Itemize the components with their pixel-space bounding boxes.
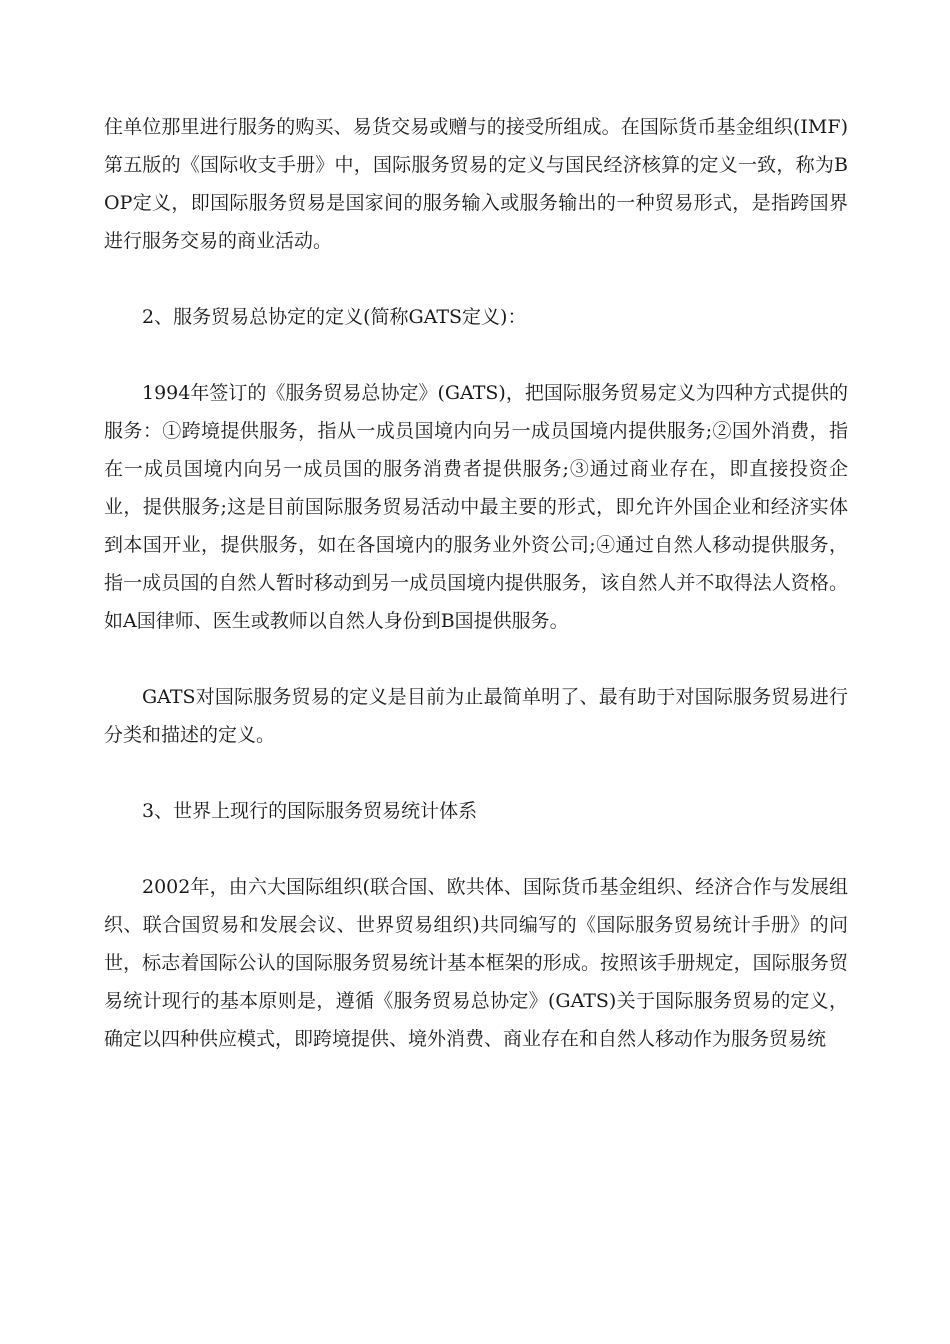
heading-statistics-system: 3、世界上现行的国际服务贸易统计体系 (142, 800, 478, 822)
document-body (104, 108, 848, 1058)
paragraph-gats-summary: GATS对国际服务贸易的定义是目前为止最简单明了、最有助于对国际服务贸易进行分类和描述的定义。 (104, 686, 848, 746)
paragraph-gats-four-modes: 1994年签订的《服务贸易总协定》(GATS)，把国际服务贸易定义为四种方式提供的服务：①跨境提供服务，指从一成员国境内向另一成员国境内提供服务;②国外消费，指在一成员国境内向另一成员国的服务消费者提供服务;③通过商业存在，即直接投资企业，提供服务;这是目前国际服务贸易活动中最主要的形式，即允许外国企业和经济实体到本国开业，提供服务，如在各国境内的服务业外资公司;④通过自然人移动提供服务，指一成员国的自然人暂时移动到另一成员国境内提供服务，该自然人并不取得法人资格。如A国律师、医生或教师以自然人身份到B国提供服务。 (104, 382, 848, 632)
paragraph-statistics-manual: 2002年，由六大国际组织(联合国、欧共体、国际货币基金组织、经济合作与发展组织、联合国贸易和发展会议、世界贸易组织)共同编写的《国际服务贸易统计手册》的问世，标志着国际公认的国际服务贸易统计基本框架的形成。按照该手册规定，国际服务贸易统计现行的基本原则是，遵循《服务贸易总协定》(GATS)关于国际服务贸易的定义，确定以四种供应模式，即跨境提供、境外消费、商业存在和自然人移动作为服务贸易统 (104, 876, 848, 1050)
paragraph-bop-definition: 住单位那里进行服务的购买、易货交易或赠与的接受所组成。在国际货币基金组织(IMF)第五版的《国际收支手册》中，国际服务贸易的定义与国民经济核算的定义一致，称为BOP定义，即国际服务贸易是国家间的服务输入或服务输出的一种贸易形式，是指跨国界进行服务交易的商业活动。 (104, 116, 848, 252)
heading-gats-definition: 2、服务贸易总协定的定义(简称GATS定义)： (142, 306, 527, 328)
